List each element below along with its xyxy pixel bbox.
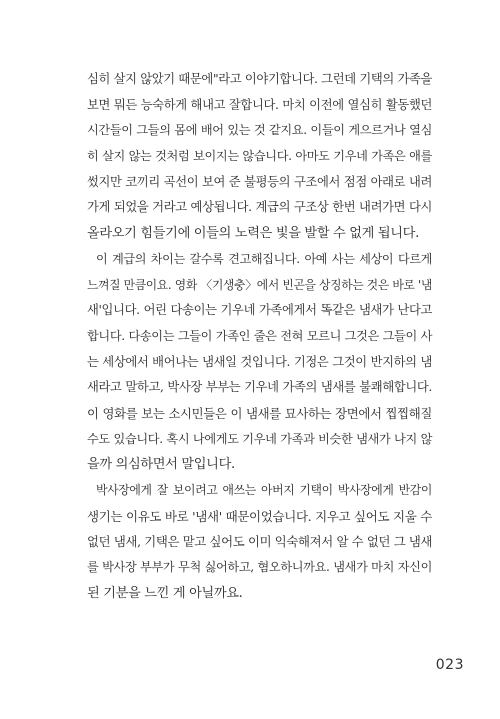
text-line: 느껴질 만큼이요. 영화 〈기생충〉에서 빈곤을 상징하는 것은 바로 '냄 — [87, 277, 432, 292]
text-line: 을까 의심하면서 말입니다. — [87, 457, 235, 473]
paragraph-3 — [87, 478, 432, 606]
text-line: 이 계급의 차이는 갈수록 견고해집니다. 아예 사는 세상이 다르게 — [96, 251, 432, 266]
paragraph-2 — [87, 247, 432, 478]
text-line: 새라고 말하고, 박사장 부부는 기우네 가족의 냄새를 불쾌해합니다. — [87, 380, 432, 395]
paragraph-1 — [87, 67, 432, 247]
text-line: 보면 뭐든 능숙하게 해내고 잘합니다. 마치 이전에 열심히 활동했던 — [87, 97, 432, 112]
text-line: 를 박사장 부부가 무척 싫어하고, 혐오하니까요. 냄새가 마치 자신이 — [87, 560, 432, 575]
text-line: 수도 있습니다. 혹시 나에게도 기우네 가족과 비슷한 냄새가 나지 않 — [87, 431, 432, 446]
text-line: 된 기분을 느낀 게 아닐까요. — [87, 585, 243, 601]
text-line: 이 영화를 보는 소시민들은 이 냄새를 묘사하는 장면에서 찝찝해질 — [87, 405, 432, 421]
text-line: 없던 냄새, 기택은 맡고 싶어도 이미 익숙해져서 알 수 없던 그 냄새 — [87, 534, 433, 550]
page-number: 023 — [435, 657, 464, 673]
text-line: 박사장에게 잘 보이려고 애쓰는 아버지 기택이 박사장에게 반감이 — [96, 483, 432, 497]
text-line: 올라오기 힘들기에 이들의 노력은 빛을 발할 수 없게 됩니다. — [87, 226, 419, 242]
text-line: 는 세상에서 배어나는 냄새일 것입니다. 기정은 그것이 반지하의 냄 — [87, 354, 432, 369]
body-text — [87, 67, 432, 606]
text-line: 새'입니다. 어린 다송이는 기우네 가족에게서 똑같은 냄새가 난다고 — [87, 303, 432, 318]
text-line: 합니다. 다송이는 그들이 가족인 줄은 전혀 모르니 그것은 그들이 사 — [87, 328, 432, 343]
text-line: 썼지만 코끼리 곡선이 보여 준 불평등의 구조에서 점점 아래로 내려 — [87, 174, 432, 189]
text-line: 생기는 이유도 바로 '냄새' 때문이었습니다. 지우고 싶어도 지울 수 — [87, 508, 432, 524]
text-line: 가게 되었을 거라고 예상됩니다. 계급의 구조상 한번 내려가면 다시 — [87, 200, 432, 215]
text-line: 심히 살지 않았기 때문에"라고 이야기합니다. 그런데 기택의 가족을 — [87, 72, 433, 86]
text-line: 시간들이 그들의 몸에 배어 있는 것 같지요. 이들이 게으르거나 열심 — [87, 123, 432, 138]
text-line: 히 살지 않는 것처럼 보이지는 않습니다. 아마도 기우네 가족은 애를 — [87, 149, 432, 164]
